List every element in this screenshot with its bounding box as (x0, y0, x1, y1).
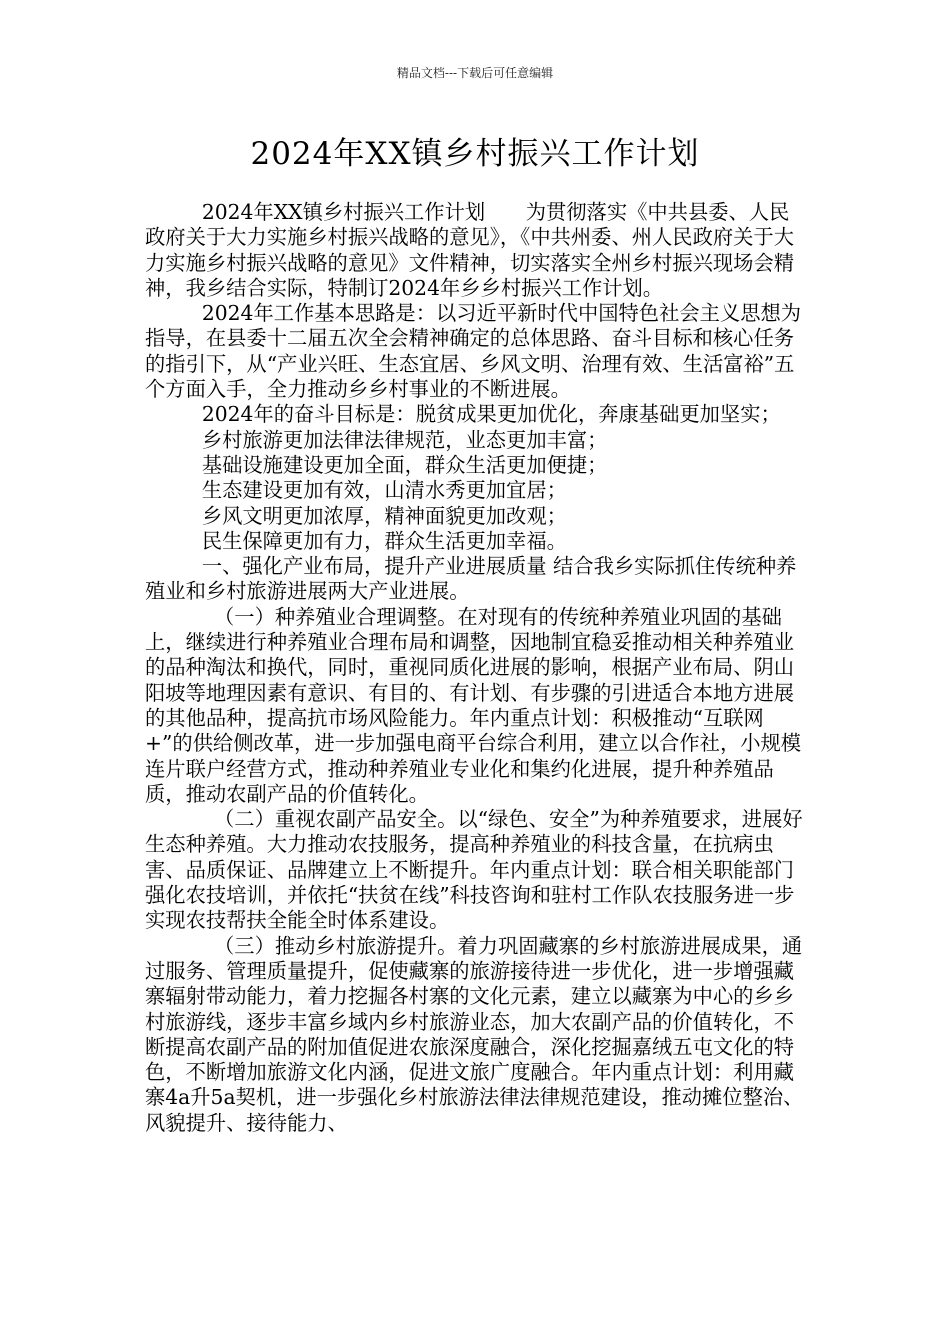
document-title: 2024年XX镇乡村振兴工作计划 (250, 136, 700, 172)
document-body (145, 200, 805, 1136)
goal-livelihood: 民生保障更加有力，群众生活更加幸福。 (201, 528, 567, 553)
basic-approach-paragraph: 2024年工作基本思路是：以习近平新时代中国特色社会主义思想为指导，在县委十二届五次全会精神确定的总体思路、奋斗目标和核心任务的指引下，从“产业兴旺、生态宜居、乡风文明、治理有效、生活富裕”五个方面入手，全力推动乡乡村事业的不断进展。 (145, 301, 802, 402)
intro-paragraph: 2024年XX镇乡村振兴工作计划 为贯彻落实《中共县委、人民政府关于大力实施乡村振兴战略的意见》，《中共州委、州人民政府关于大力实施乡村振兴战略的意见》文件精神，切实落实全州乡村振兴现场会精神，我乡结合实际，特制订2024年乡乡村振兴工作计划。 (145, 200, 795, 300)
section-one-heading: 一、强化产业布局，提升产业进展质量 结合我乡实际抓住传统种养殖业和乡村旅游进展两大产业进展。 (145, 554, 797, 604)
goal-infrastructure: 基础设施建设更加全面，群众生活更加便捷； (201, 452, 608, 477)
subsection-tourism: （三）推动乡村旅游提升。着力巩固藏寨的乡村旅游进展成果，通过服务、管理质量提升，促使藏寨的旅游接待进一步优化，进一步增强藏寨辐射带动能力，着力挖掘各村寨的文化元素，建立以藏寨为中心的乡乡村旅游线，逐步丰富乡域内乡村旅游业态，加大农副产品的价值转化，不断提高农副产品的附加值促进农旅深度融合，深化挖掘嘉绒五屯文化的特色，不断增加旅游文化内涵，促进文旅广度融合。年内重点计划：利用藏寨4a升5a契机，进一步强化乡村旅游法律法律规范建设，推动摊位整治、风貌提升、接待能力、 (145, 933, 804, 1135)
page-header: 精品文档---下载后可任意编辑 (396, 66, 554, 80)
subsection-planting: （一）种养殖业合理调整。在对现有的传统种养殖业巩固的基础上，继续进行种养殖业合理布局和调整，因地制宜稳妥推动相关种养殖业的品种淘汰和换代，同时，重视同质化进展的影响，根据产业布局、阴山阳坡等地理因素有意识、有目的、有计划、有步骤的引进适合本地方进展的其他品种，提高抗市场风险能力。年内重点计划：积极推动“互联网+”的供给侧改革，进一步加强电商平台综合利用，建立以合作社，小规模连片联户经营方式，推动种养殖业专业化和集约化进展，提升种养殖品质，推动农副产品的价值转化。 (145, 604, 802, 806)
goal-tourism: 乡村旅游更加法律法律规范，业态更加丰富； (201, 427, 608, 452)
subsection-safety: （二）重视农副产品安全。以“绿色、安全”为种养殖要求，进展好生态种养殖。大力推动农技服务，提高种养殖业的科技含量，在抗病虫害、品质保证、品牌建立上不断提升。年内重点计划：联合相关职能部门强化农技培训，并依托“扶贫在线”科技咨询和驻村工作队农技服务进一步实现农技帮扶全能全时体系建设。 (145, 807, 803, 933)
goals-paragraph: 2024年的奋斗目标是：脱贫成果更加优化，奔康基础更加坚实； (201, 402, 781, 427)
goal-ecology: 生态建设更加有效，山清水秀更加宜居； (201, 478, 567, 503)
goal-culture: 乡风文明更加浓厚，精神面貌更加改观； (201, 503, 567, 528)
